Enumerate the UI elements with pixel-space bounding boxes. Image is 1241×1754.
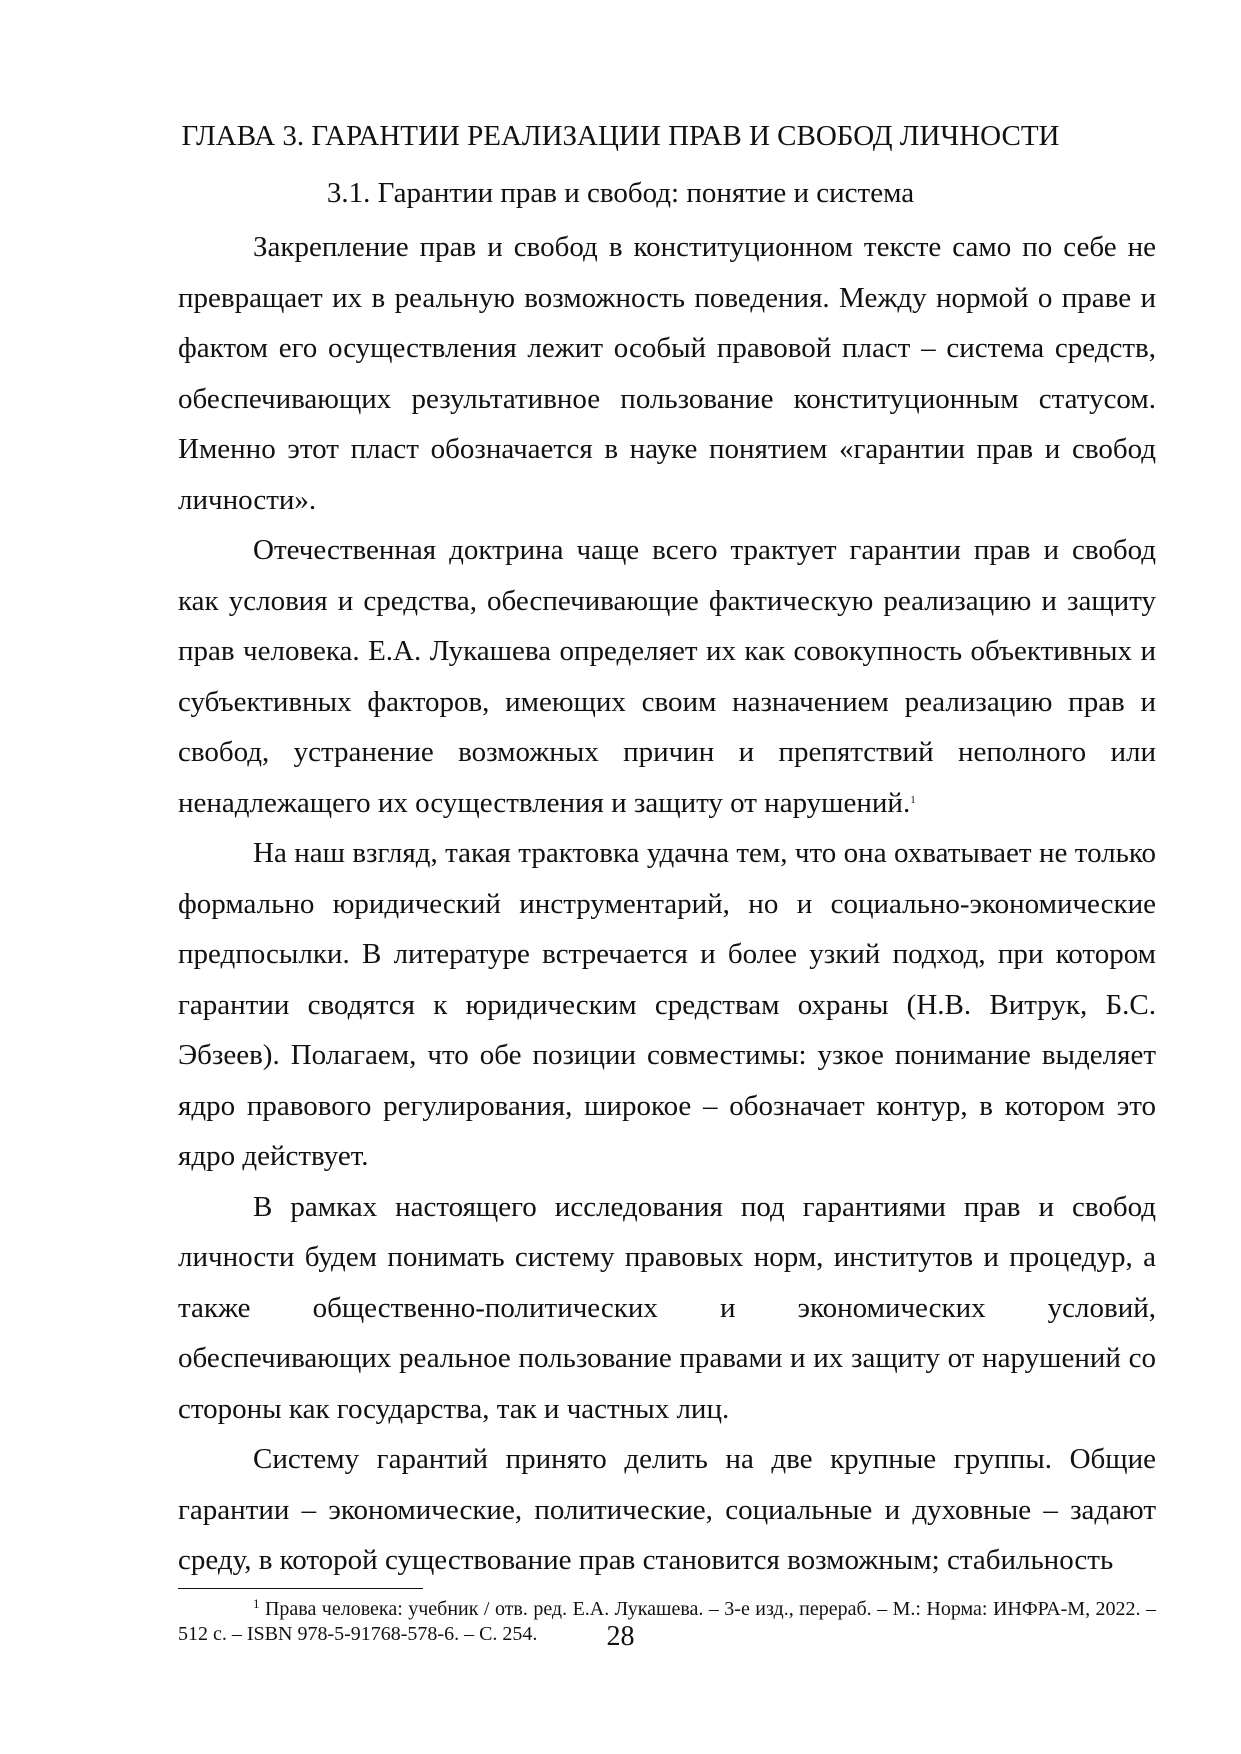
paragraph: Систему гарантий принято делить на две крупные группы. Общие гарантии – экономические, политические, социальные и духовные – задают среду, в которой существование прав становится возможным; стабильность: [178, 1443, 1156, 1576]
section-title: 3.1. Гарантии прав и свобод: понятие и система: [326, 177, 915, 209]
paragraph-text: Отечественная доктрина чаще всего трактует гарантии прав и свобод как условия и средства, обеспечивающие фактическую реализацию и защиту прав человека. Е.А. Лукашева определяет их как совокупность объективных и субъективных факторов, имеющих своим назначением реализацию прав и свобод, устранение возможных причин и препятствий неполного или ненадлежащего их осуществления и защиту от нарушений.: [178, 534, 1156, 819]
chapter-title: ГЛАВА 3. ГАРАНТИИ РЕАЛИЗАЦИИ ПРАВ И СВОБОД ЛИЧНОСТИ: [181, 120, 1060, 152]
footnote-number: 1: [253, 1596, 260, 1611]
page-number: 28: [606, 1621, 635, 1652]
paragraph: [178, 525, 1156, 828]
footnote-text: Права человека: учебник / отв. ред. Е.А. Лукашева. – 3-е изд., перераб. – М.: Норма: ИНФРА-М, 2022. – 512 с. – ISBN 978-5-91768-578-6. – С. 254.: [178, 1598, 1157, 1645]
footnote-separator: [178, 1588, 423, 1589]
paragraph: На наш взгляд, такая трактовка удачна тем, что она охватывает не только формально юридический инструментарий, но и социально-экономические предпосылки. В литературе встречается и более узкий подход, при котором гарантии сводятся к юридическим средствам охраны (Н.В. Витрук, Б.С. Эбзеев). Полагаем, что обе позиции совместимы: узкое понимание выделяет ядро правового регулирования, широкое – обозначает контур, в котором это ядро действует.: [178, 837, 1156, 1172]
paragraph: В рамках настоящего исследования под гарантиями прав и свобод личности будем понимать систему правовых норм, институтов и процедур, а также общественно-политических и экономических условий, обеспечивающих реальное пользование правами и их защиту от нарушений со стороны как государства, так и частных лиц.: [178, 1190, 1156, 1425]
paragraph: Закрепление прав и свобод в конституционном тексте само по себе не превращает их в реальную возможность поведения. Между нормой о праве и фактом его осуществления лежит особый правовой пласт – система средств, обеспечивающих результативное пользование конституционным статусом. Именно этот пласт обозначается в науке понятием «гарантии прав и свобод личности».: [178, 231, 1156, 516]
body-text: [178, 222, 1156, 1586]
footnote-reference[interactable]: 1: [910, 793, 916, 806]
